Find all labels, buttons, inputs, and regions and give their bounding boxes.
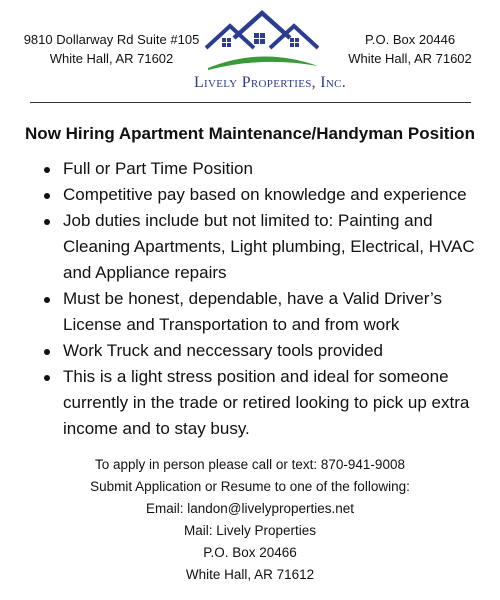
- apply-mail-box: P.O. Box 20466: [203, 545, 297, 560]
- company-name: Lively Properties, Inc.: [193, 74, 347, 91]
- apply-email: Email: landon@livelyproperties.net: [145, 501, 355, 516]
- apply-mail-name: Mail: Lively Properties: [183, 523, 317, 538]
- company-logo-houses-icon: [200, 8, 325, 83]
- header-divider: [30, 102, 471, 103]
- apply-mail-city: White Hall, AR 71612: [185, 567, 315, 582]
- list-item: Work Truck and neccessary tools provided: [40, 338, 490, 364]
- job-details-list: [40, 156, 490, 442]
- list-item: Job duties include but not limited to: Painting and Cleaning Apartments, Light plumbing, Electrical, HVAC and Appliance repairs: [40, 208, 490, 286]
- list-item: Competitive pay based on knowledge and experience: [40, 182, 490, 208]
- list-item: Full or Part Time Position: [40, 156, 490, 182]
- list-item: This is a light stress position and ideal for someone currently in the trade or retired looking to pick up extra income and to stay busy.: [40, 364, 490, 442]
- application-instructions: [0, 454, 500, 586]
- po-box-line-1: P.O. Box 20446: [364, 32, 456, 47]
- letterhead: [0, 0, 500, 100]
- job-title: Now Hiring Apartment Maintenance/Handyman Position: [25, 124, 475, 143]
- po-box-line-2: White Hall, AR 71602: [348, 51, 472, 66]
- apply-phone: To apply in person please call or text: 870-941-9008: [95, 457, 405, 472]
- street-address-line-1: 9810 Dollarway Rd Suite #105: [23, 32, 200, 47]
- street-address: [14, 30, 209, 68]
- street-address-line-2: White Hall, AR 71602: [49, 51, 174, 66]
- po-box-address: [330, 30, 490, 68]
- apply-submit-note: Submit Application or Resume to one of the following:: [90, 479, 410, 494]
- list-item: Must be honest, dependable, have a Valid Driver’s License and Transportation to and from work: [40, 286, 490, 338]
